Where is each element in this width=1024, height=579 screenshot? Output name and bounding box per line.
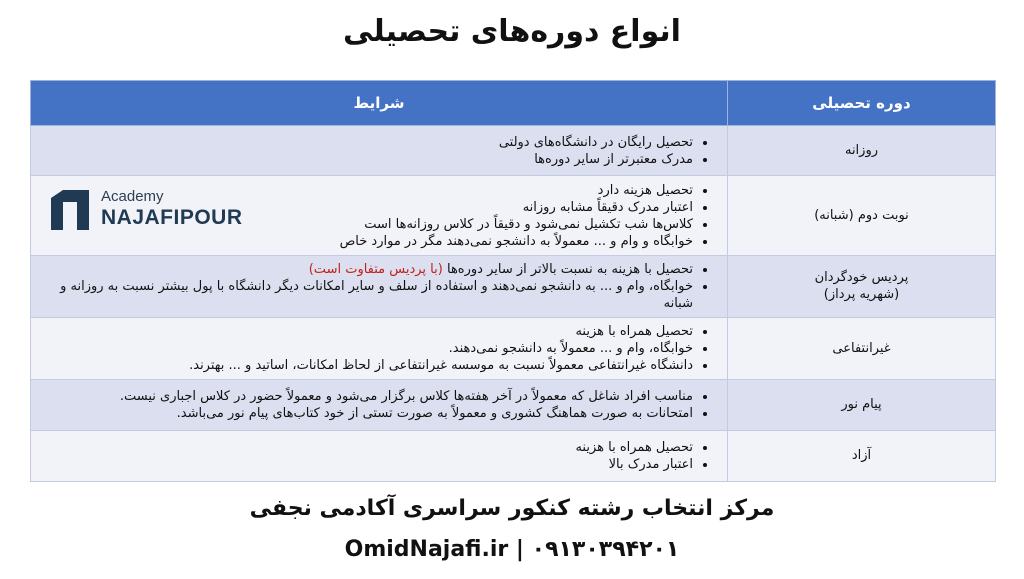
condition-item: • دانشگاه غیرانتفاعی معمولاً نسبت به موسسه غیرانتفاعی از لحاظ امکانات، اساتید و ... بهترند. — [41, 357, 693, 374]
condition-item: • خوابگاه، وام و ... به دانشجو نمی‌دهند و استفاده از سلف و سایر امکانات دیگر دانشگاه با پول بیشتر نسبت به روزانه و شبانه — [41, 278, 693, 312]
contact-separator: | — [515, 537, 524, 562]
course-name: غیرانتفاعی — [728, 318, 996, 380]
table-row — [31, 126, 996, 176]
table-row — [31, 255, 996, 317]
course-column-header: دوره تحصیلی — [728, 81, 996, 126]
academy-logo — [49, 186, 243, 236]
table-row — [31, 176, 996, 255]
condition-text: تحصیل با هزینه به نسبت بالاتر از سایر دوره‌ها — [446, 261, 693, 277]
footer-contact — [0, 537, 1024, 562]
course-conditions — [31, 176, 728, 255]
condition-item: • تحصیل رایگان در دانشگاه‌های دولتی — [41, 134, 693, 151]
conditions-list — [41, 323, 709, 374]
condition-note: (با پردیس متفاوت است) — [308, 261, 443, 277]
conditions-column-header: شرایط — [31, 81, 728, 126]
condition-item: • تحصیل هزینه دارد — [41, 182, 693, 199]
conditions-list — [41, 261, 709, 312]
condition-item: • خوابگاه، وام و ... معمولاً به دانشجو نمی‌دهند. — [41, 340, 693, 357]
footer-tagline: مرکز انتخاب رشته کنکور سراسری آکادمی نجفی — [249, 496, 775, 521]
condition-item: • اعتبار مدرک بالا — [41, 456, 693, 473]
phone-number: ۰۹۱۳۰۳۹۴۲۰۱ — [531, 537, 680, 562]
course-conditions — [31, 430, 728, 481]
course-name — [728, 176, 996, 255]
table-row — [31, 380, 996, 430]
condition-item: • تحصیل همراه با هزینه — [41, 323, 693, 340]
condition-item: • امتحانات به صورت هماهنگ کشوری و معمولاً به صورت تستی از خود کتاب‌های پیام نور می‌باشد. — [41, 405, 693, 422]
course-name: پیام نور — [728, 380, 996, 430]
course-conditions — [31, 318, 728, 380]
website-link[interactable]: OmidNajafi.ir — [344, 537, 509, 562]
course-name: آزاد — [728, 430, 996, 481]
logo-name: NAJAFIPOUR — [101, 206, 243, 230]
course-name-text: نوبت دوم (شبانه) — [814, 207, 909, 223]
course-name — [728, 255, 996, 317]
condition-item: • خوابگاه و وام و ... معمولاً به دانشجو نمی‌دهند مگر در موارد خاص — [41, 233, 693, 250]
condition-item: • اعتبار مدرک دقیقاً مشابه روزانه — [41, 199, 693, 216]
page-title: انواع دوره‌های تحصیلی — [343, 14, 681, 49]
logo-subtitle: Academy — [101, 188, 164, 206]
condition-item: • مناسب افراد شاغل که معمولاً در آخر هفته‌ها کلاس برگزار می‌شود و معمولاً حضور در کلاس اجباری نیست. — [41, 388, 693, 405]
condition-item: • کلاس‌ها شب تکشیل نمی‌شود و دقیقاً در کلاس روزانه‌ها است — [41, 216, 693, 233]
condition-item — [41, 261, 693, 278]
conditions-list — [41, 439, 709, 473]
logo-n-icon — [49, 190, 91, 230]
course-types-table — [30, 80, 996, 482]
course-conditions — [31, 255, 728, 317]
course-conditions — [31, 126, 728, 176]
course-name-text: پردیس خودگردان (شهریه پرداز) — [814, 269, 909, 303]
table-row — [31, 430, 996, 481]
course-name: روزانه — [728, 126, 996, 176]
table-row — [31, 318, 996, 380]
conditions-list — [41, 388, 709, 422]
condition-item: • تحصیل همراه با هزینه — [41, 439, 693, 456]
table-header-row — [31, 81, 996, 126]
course-conditions — [31, 380, 728, 430]
conditions-list — [41, 134, 709, 168]
condition-item: • مدرک معتبرتر از سایر دوره‌ها — [41, 151, 693, 168]
